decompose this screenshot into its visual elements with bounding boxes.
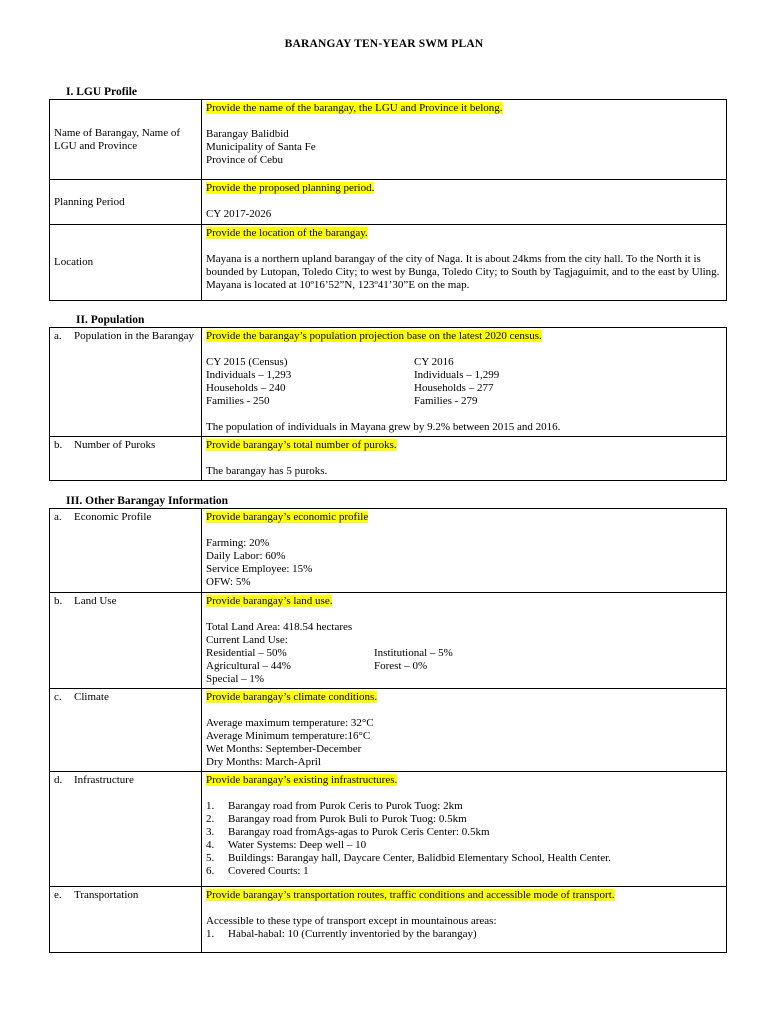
row-label: e. Transportation [50,887,202,953]
population-2016: CY 2016 Individuals – 1,299 Households – 277 Families - 279 [414,356,500,407]
table-row [50,887,727,953]
puroks-note: The barangay has 5 puroks. [206,465,328,477]
row-label: d. Infrastructure [50,772,202,887]
planning-period-value: CY 2017-2026 [206,208,272,220]
prompt-highlight: Provide barangay’s climate conditions. [206,691,378,703]
table-row [50,225,727,301]
row-label: a. Economic Profile [50,509,202,593]
row-content [202,328,727,437]
population-figures [206,356,722,408]
prompt-highlight: Provide the location of the barangay. [206,227,368,239]
section-heading-lgu-profile: I. LGU Profile [66,86,138,98]
row-content [202,772,727,887]
table-row [50,689,727,772]
population-growth-note: The population of individuals in Mayana grew by 9.2% between 2015 and 2016. [206,421,561,433]
prompt-highlight: Provide barangay’s transportation routes, traffic conditions and accessible mode of transport. [206,889,615,901]
table-row [50,593,727,689]
row-content: Provide barangay’s climate conditions. Average maximum temperature: 32°C Average Minimum temperature:16°C Wet Months: September-December Dry Months: March-April [202,689,727,772]
list-item: 1. Habal-habal: 10 (Currently inventoried by the barangay) [206,928,477,940]
barangay-name: Barangay Balidbid [206,128,289,140]
list-item: 6. Covered Courts: 1 [206,865,309,877]
infrastructure-list [206,800,722,878]
row-content [202,180,727,225]
prompt-highlight: Provide the proposed planning period. [206,182,375,194]
row-content [202,225,727,301]
prompt-highlight: Provide barangay’s economic profile [206,511,369,523]
row-label: Location [50,225,202,301]
municipality-name: Municipality of Santa Fe [206,141,316,153]
table-row [50,328,727,437]
row-label: Planning Period [50,180,202,225]
lgu-profile-table [49,99,727,301]
table-row [50,100,727,180]
prompt-highlight: Provide the barangay’s population projection base on the latest 2020 census. [206,330,542,342]
table-row [50,437,727,481]
population-table [49,327,727,481]
prompt-highlight: Provide barangay’s land use. [206,595,333,607]
row-content: Provide barangay’s economic profile Farming: 20% Daily Labor: 60% Service Employee: 15% OFW: 5% [202,509,727,593]
other-info-table [49,508,727,953]
row-label: Name of Barangay, Name of LGU and Province [50,100,202,180]
row-label: a. Population in the Barangay [50,328,202,437]
list-item: 1. Barangay road from Purok Ceris to Purok Tuog: 2km [206,800,463,812]
section-heading-population: II. Population [76,314,145,326]
row-content: Provide barangay’s land use. Total Land Area: 418.54 hectares Current Land Use: Residential – 50% Institutional – 5% Agricultural – 44% Forest – 0% Special – 1% [202,593,727,689]
prompt-highlight: Provide barangay’s existing infrastructures. [206,774,398,786]
population-2015: CY 2015 (Census) Individuals – 1,293 Households – 240 Families - 250 [206,356,292,407]
list-item: 5. Buildings: Barangay hall, Daycare Center, Balidbid Elementary School, Health Center. [206,852,611,864]
table-row [50,180,727,225]
row-label: c. Climate [50,689,202,772]
row-content: Provide barangay’s transportation routes, traffic conditions and accessible mode of transport. Accessible to these type of transport except in mountainous areas: 1. Habal-habal: 10 (Currently inventoried by the barangay) [202,887,727,953]
table-row [50,772,727,887]
row-content [202,100,727,180]
list-item: 2. Barangay road from Purok Buli to Purok Tuog: 0.5km [206,813,467,825]
row-label: b. Number of Puroks [50,437,202,481]
location-description: Mayana is a northern upland barangay of the city of Naga. It is about 24kms from the city hall. To the North it is bounded by Lutopan, Toledo City; to west by Bunga, Toledo City; to South by Tagjaguimit, and to the east by Uling. Mayana is located at 10º16’52”N, 123º41’30”E on the map. [206,253,720,291]
province-name: Province of Cebu [206,154,283,166]
prompt-highlight: Provide the name of the barangay, the LGU and Province it belong. [206,102,503,114]
row-label: b. Land Use [50,593,202,689]
list-item: 4. Water Systems: Deep well – 10 [206,839,367,851]
document-title: BARANGAY TEN-YEAR SWM PLAN [284,38,484,50]
prompt-highlight: Provide barangay’s total number of puroks. [206,439,397,451]
row-content [202,437,727,481]
section-heading-other-info: III. Other Barangay Information [66,495,229,507]
table-row [50,509,727,593]
list-item: 3. Barangay road fromAgs-agas to Purok Ceris Center: 0.5km [206,826,490,838]
transportation-list [206,928,722,941]
